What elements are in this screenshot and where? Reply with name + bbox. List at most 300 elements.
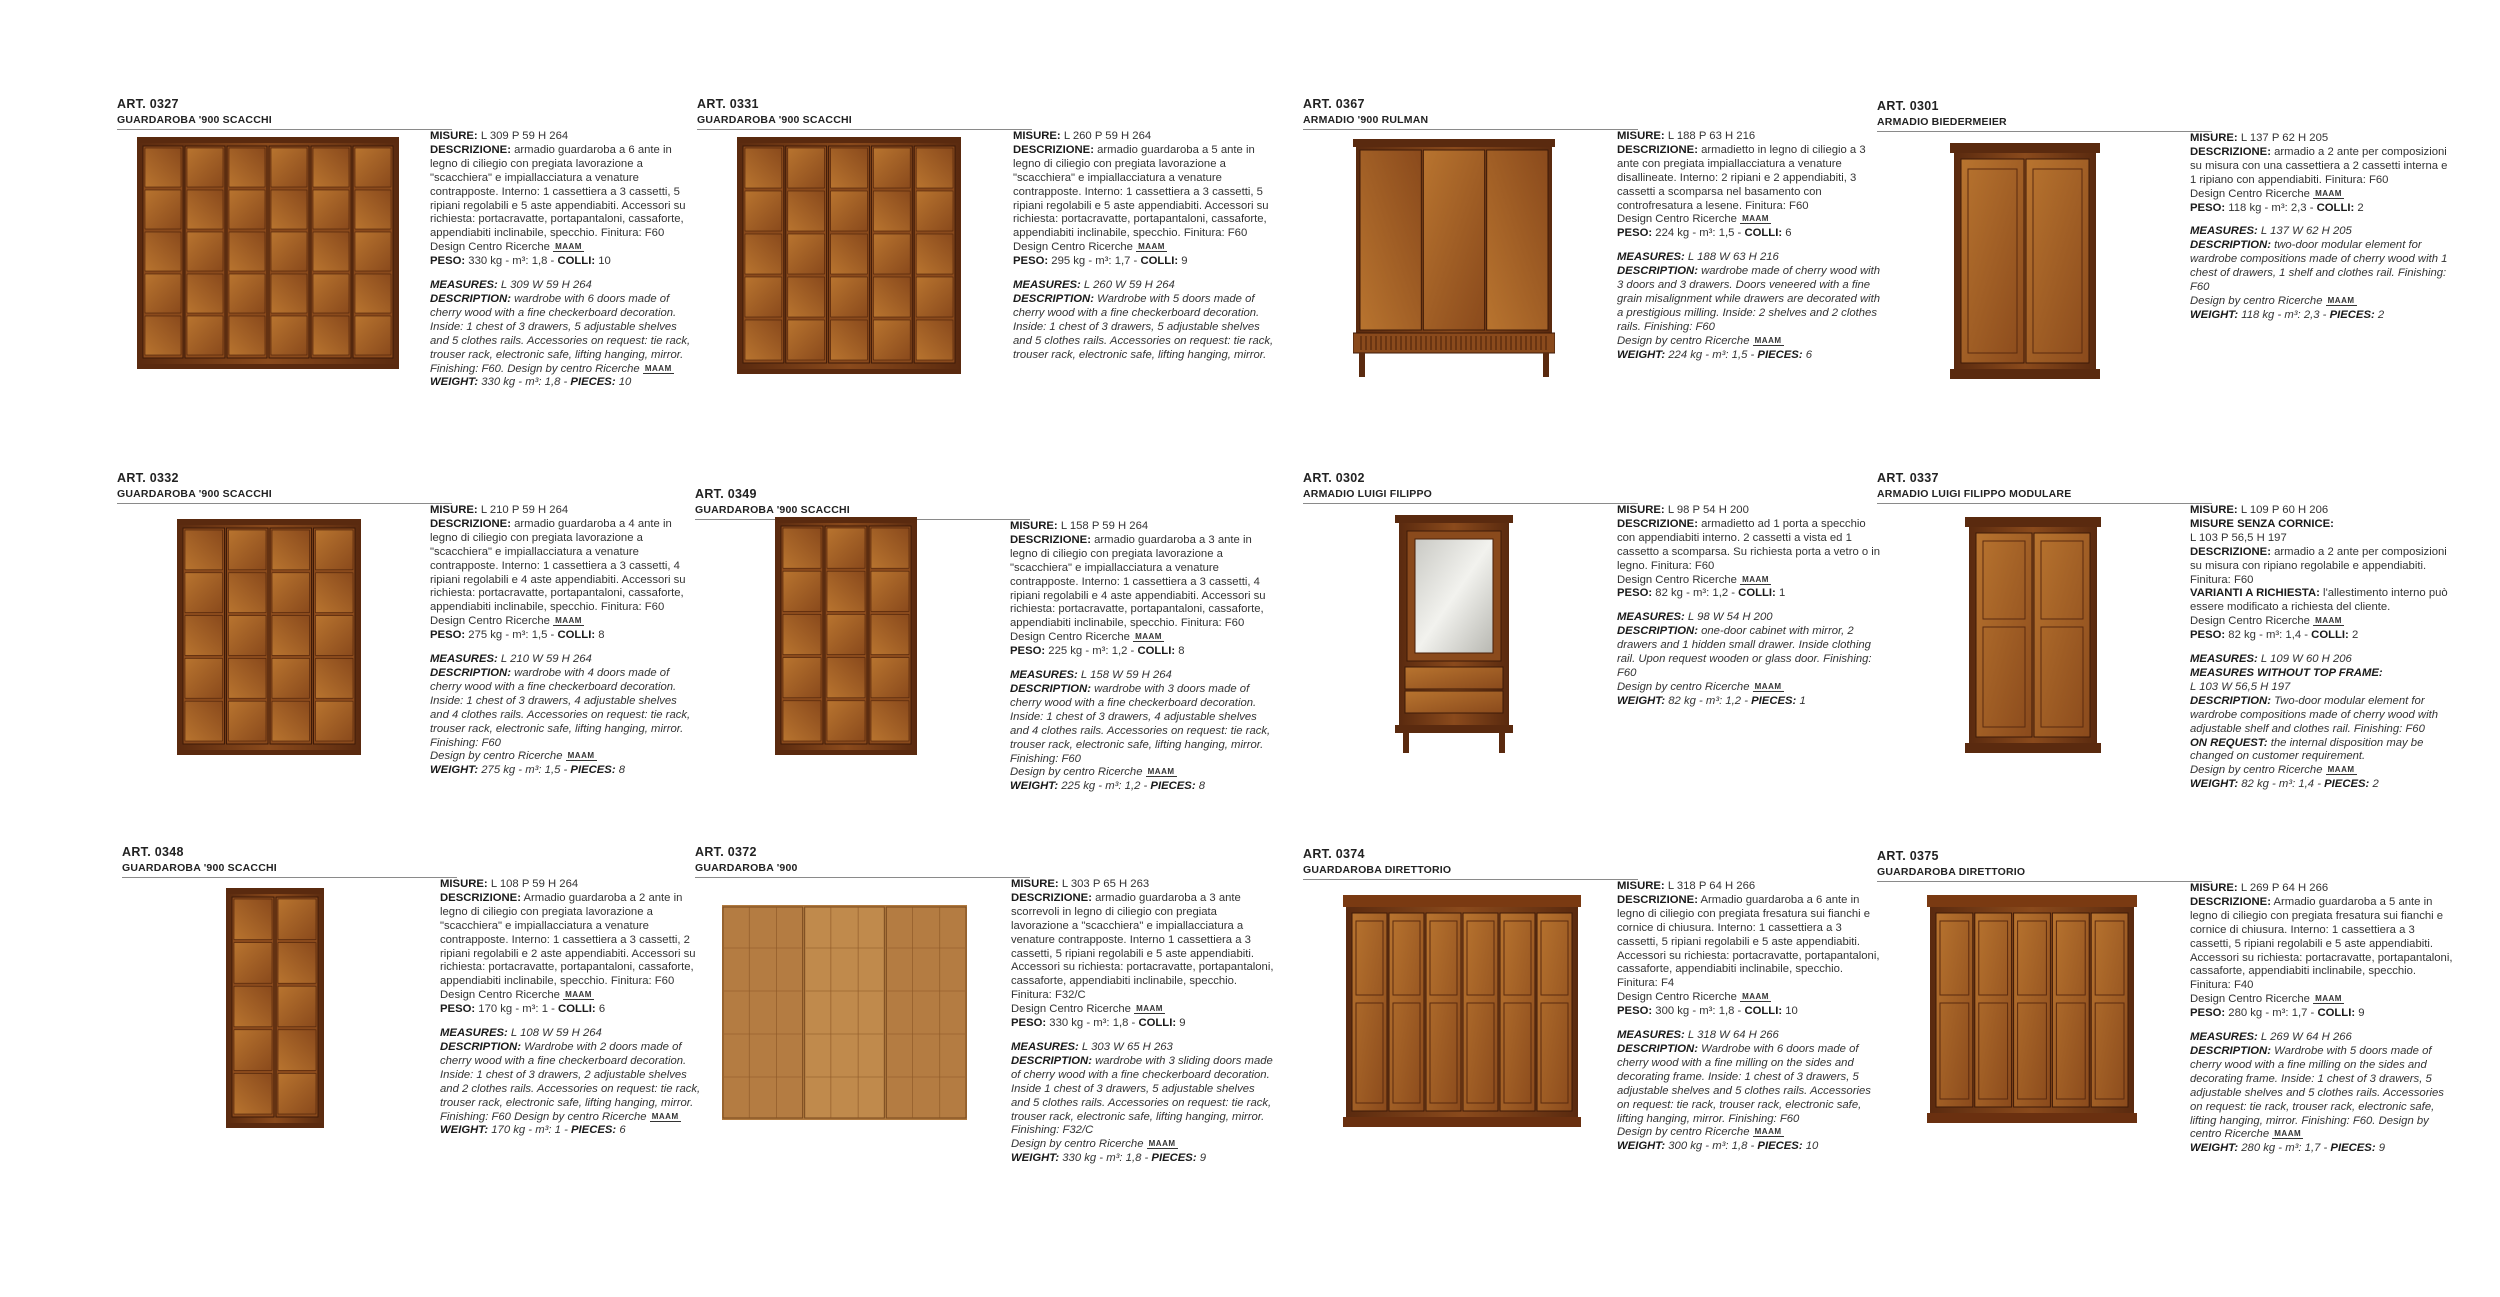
sliding-door — [805, 907, 885, 1118]
wardrobe-image — [775, 517, 917, 755]
spec-line-it — [430, 518, 695, 615]
checker-panel — [827, 571, 865, 611]
spec-line-en — [2190, 225, 2455, 239]
checker-panel — [871, 528, 909, 568]
drawer — [1405, 691, 1503, 713]
checker-panel — [187, 148, 223, 187]
article-name: GUARDAROBA '900 SCACCHI — [695, 504, 850, 516]
spec-value: Design Centro Ricerche — [430, 241, 550, 254]
wardrobe-image — [1353, 139, 1555, 377]
wardrobe-photo — [722, 905, 967, 1120]
article-number: ART. 0327 — [117, 97, 179, 111]
plinth — [1965, 743, 2101, 753]
spec-value: 280 kg - m³: 1,7 - — [2238, 1142, 2331, 1155]
spec-key: MEASURES: — [1011, 1040, 1079, 1053]
spec-value: L 309 P 59 H 264 — [477, 130, 569, 142]
spec-key: DESCRIZIONE: — [2190, 145, 2271, 158]
specs — [1010, 520, 1275, 794]
article-number: ART. 0375 — [1877, 849, 1939, 863]
spec-line-it — [2190, 1007, 2455, 1021]
spec-line-it — [1013, 241, 1278, 255]
checker-panel — [916, 277, 953, 317]
article-number: ART. 0372 — [695, 845, 757, 859]
spec-key: DESCRIPTION: — [1010, 682, 1091, 695]
divider — [1877, 881, 2212, 882]
product-card-0372 — [695, 845, 1285, 1180]
spec-value: wardrobe with 6 doors made of cherry wood with a fine checkerboard decoration. Inside: 1 chest of 3 drawers, 5 adjustable shelves and 5 clothes rails. Accessories on request: tie rack, trouser rack, electronic safe, lifting hanging, mirror. Finishing: F60. Design by centro Ricerche — [430, 292, 691, 375]
spec-key: MEASURES: — [2190, 653, 2258, 666]
leg — [1359, 353, 1365, 377]
article-name: GUARDAROBA '900 SCACCHI — [122, 862, 277, 874]
checker-panel — [234, 1030, 272, 1071]
spec-line-en — [2190, 737, 2455, 765]
spec-value: L 210 P 59 H 264 — [477, 504, 569, 516]
checker-panel — [272, 530, 310, 570]
spec-key: MEASURES: — [440, 1027, 508, 1040]
spec-key: PIECES: — [2324, 778, 2370, 791]
spec-value: L 158 W 59 H 264 — [1077, 669, 1172, 682]
checker-panel — [745, 148, 782, 188]
spec-key: MISURE: — [1010, 520, 1058, 532]
checker-panel — [313, 274, 349, 313]
article-name: ARMADIO LUIGI FILIPPO MODULARE — [1877, 488, 2072, 500]
wardrobe-image — [137, 137, 399, 369]
spec-value: Design Centro Ricerche — [430, 615, 550, 628]
spec-line-en — [1617, 349, 1882, 363]
specs — [1011, 878, 1276, 1166]
door — [1936, 913, 1973, 1107]
checker-panel — [788, 148, 825, 188]
leg — [1543, 353, 1549, 377]
spec-line-en — [2190, 1142, 2455, 1156]
wardrobe-image — [722, 905, 967, 1120]
spec-value: L 269 W 64 H 266 — [2257, 1031, 2352, 1044]
wardrobe-image — [177, 519, 361, 755]
door — [2014, 913, 2051, 1107]
spacer — [2190, 1021, 2455, 1031]
spec-value: 82 kg - m³: 1,4 - — [2225, 629, 2312, 642]
checker-panel — [783, 614, 821, 654]
spec-value: wardrobe with 4 doors made of cherry wood with a fine checkerboard decoration. Inside: 1 chest of 3 drawers, 4 adjustable shelves and 4 clothes rails. Accessories on request: tie rack, trouser rack, electronic safe, lifting hanging, mirror. Finishing: F60 — [430, 666, 691, 749]
checker-panel — [185, 701, 223, 741]
article-number: ART. 0349 — [695, 487, 757, 501]
spec-value: Design by centro Ricerche — [1617, 334, 1750, 347]
spec-value: 330 kg - m³: 1,8 - — [478, 376, 571, 389]
checker-panel — [745, 320, 782, 360]
base-drawers — [1353, 333, 1555, 353]
spec-key: PESO: — [2190, 201, 2226, 214]
spec-value: 1 — [1796, 694, 1806, 707]
spec-value: Design Centro Ricerche — [2190, 993, 2310, 1006]
article-number: ART. 0332 — [117, 471, 179, 485]
specs — [1617, 504, 1882, 709]
spec-line-en — [1617, 695, 1882, 709]
plinth — [737, 369, 961, 374]
spec-line-it — [2190, 993, 2455, 1007]
door — [1500, 913, 1535, 1111]
spec-key: MEASURES: — [1013, 279, 1081, 292]
spec-line-en — [430, 293, 695, 376]
spec-line-it — [1617, 227, 1882, 241]
checker-panel — [831, 320, 868, 360]
spec-line-it — [1013, 144, 1278, 241]
checker-panel — [278, 943, 316, 984]
checker-panel — [145, 148, 181, 187]
spec-value: 9 — [1176, 1017, 1186, 1030]
spec-value: L 260 P 59 H 264 — [1060, 130, 1152, 142]
checker-panel — [783, 571, 821, 611]
spec-value: 82 kg - m³: 1,4 - — [2238, 778, 2325, 791]
checker-panel — [827, 614, 865, 654]
spec-key: DESCRIZIONE: — [1013, 143, 1094, 156]
spec-line-it — [2190, 532, 2455, 546]
spec-value: Design Centro Ricerche — [440, 989, 560, 1002]
spec-key: MISURE SENZA CORNICE: — [2190, 517, 2334, 530]
spec-line-it — [430, 504, 695, 518]
checker-panel — [145, 232, 181, 271]
spec-line-it — [2190, 629, 2455, 643]
spec-value: 330 kg - m³: 1,8 - — [1046, 1017, 1139, 1030]
checker-panel — [271, 232, 307, 271]
specs — [2190, 882, 2455, 1156]
leg — [1403, 733, 1409, 753]
spacer — [1011, 1031, 1276, 1041]
plinth — [775, 750, 917, 755]
spec-value: 300 kg - m³: 1,8 - — [1665, 1140, 1758, 1153]
checker-panel — [313, 148, 349, 187]
spec-value: Design by centro Ricerche — [1010, 766, 1143, 779]
spec-value: 8 — [1195, 780, 1206, 793]
checker-panel — [316, 616, 354, 656]
checker-panel — [234, 986, 272, 1027]
brand-logo: MAAM — [2327, 295, 2355, 305]
checker-panel — [229, 701, 267, 741]
spec-line-en — [440, 1041, 705, 1124]
wardrobe-image — [1950, 143, 2100, 379]
spec-line-it — [1011, 892, 1276, 1003]
spec-key: PESO: — [440, 1003, 476, 1016]
spec-value: L 303 W 65 H 263 — [1078, 1040, 1173, 1053]
spec-key: DESCRIZIONE: — [2190, 895, 2271, 908]
spec-key: PIECES: — [2329, 308, 2375, 321]
checker-panel — [871, 658, 909, 698]
product-card-0367 — [1303, 97, 1893, 432]
spec-key: PIECES: — [1150, 780, 1196, 793]
checker-panel — [229, 616, 267, 656]
specs — [430, 130, 695, 390]
product-card-0327 — [117, 97, 707, 432]
spec-line-en — [1010, 780, 1275, 794]
spec-line-en — [430, 667, 695, 750]
brand-logo: MAAM — [2274, 1129, 2302, 1139]
door — [1976, 533, 2032, 737]
checker-panel — [745, 277, 782, 317]
brand-logo: MAAM — [2327, 765, 2355, 775]
article-number: ART. 0337 — [1877, 471, 1939, 485]
door — [1975, 913, 2012, 1107]
spec-line-it — [1011, 1017, 1276, 1031]
checker-panel — [355, 274, 391, 313]
spec-key: MISURE: — [430, 504, 478, 516]
spec-key: DESCRIPTION: — [440, 1040, 521, 1053]
spec-key: DESCRIPTION: — [1617, 1042, 1698, 1055]
spec-value: L 109 W 60 H 206 — [2257, 653, 2352, 666]
article-name: ARMADIO '900 RULMAN — [1303, 114, 1429, 126]
spec-value: armadio a 2 ante per composizioni su misura con ripiano regolabile e appendiabiti. Finitura: F60 — [2190, 545, 2447, 586]
spec-line-en — [1617, 1140, 1882, 1154]
brand-logo: MAAM — [2315, 188, 2342, 198]
spec-line-en — [2190, 695, 2455, 737]
spec-value: 9 — [2375, 1142, 2386, 1155]
cornice — [737, 137, 961, 143]
spec-line-it — [430, 615, 695, 629]
spec-key: COLLI: — [1140, 255, 1179, 268]
spec-line-it — [1617, 518, 1882, 574]
spec-value: armadio a 2 ante per composizioni su misura con una cassettiera a 2 cassetti interna e 1 ripiano con appendiabiti. Finitura: F60 — [2190, 145, 2448, 186]
spec-value: Design Centro Ricerche — [1617, 991, 1737, 1004]
checker-panel — [229, 190, 265, 229]
spec-line-en — [430, 750, 695, 764]
checker-panel — [831, 191, 868, 231]
spec-key: DESCRIPTION: — [2190, 1044, 2271, 1057]
divider — [695, 877, 1030, 878]
spec-key: WEIGHT: — [2190, 308, 2239, 321]
spec-key: PESO: — [1010, 645, 1046, 658]
spec-line-it — [1011, 878, 1276, 892]
spec-key: COLLI: — [2311, 629, 2349, 642]
spec-key: DESCRIPTION: — [1617, 265, 1698, 278]
checker-panel — [871, 571, 909, 611]
checker-panel — [313, 232, 349, 271]
door — [1352, 913, 1387, 1111]
checker-panel — [831, 234, 868, 274]
spec-value: 330 kg - m³: 1,8 - — [465, 255, 558, 268]
spec-line-en — [1013, 293, 1278, 363]
checker-panel — [145, 190, 181, 229]
spec-key: COLLI: — [557, 255, 596, 268]
spec-value: L 108 W 59 H 264 — [507, 1027, 602, 1040]
spec-line-en — [2190, 1045, 2455, 1142]
spec-value: 10 — [595, 255, 611, 268]
spec-key: MEASURES: — [430, 653, 498, 666]
spec-line-it — [440, 989, 705, 1003]
wardrobe-photo — [177, 519, 361, 755]
spec-key: PESO: — [1013, 255, 1049, 268]
plinth — [1927, 1113, 2137, 1123]
spec-line-it — [1011, 1003, 1276, 1017]
spec-line-it — [430, 255, 695, 269]
spec-value: 300 kg - m³: 1,8 - — [1652, 1005, 1745, 1018]
spec-line-it — [2190, 518, 2455, 532]
spec-value: Design Centro Ricerche — [1013, 241, 1133, 254]
cornice — [1353, 139, 1555, 147]
spec-line-en — [1617, 265, 1882, 335]
product-card-0302 — [1303, 471, 1893, 806]
door — [1961, 159, 2024, 363]
spec-value: 275 kg - m³: 1,5 - — [478, 764, 571, 777]
spec-key: MISURE: — [430, 130, 478, 142]
checker-panel — [316, 530, 354, 570]
spec-key: MISURE: — [440, 878, 488, 890]
door — [1487, 150, 1548, 330]
spec-value: L 318 W 64 H 266 — [1684, 1029, 1779, 1042]
spec-key: PIECES: — [570, 764, 616, 777]
product-card-0301 — [1877, 99, 2467, 434]
checker-panel — [827, 658, 865, 698]
spec-key: PESO: — [2190, 629, 2226, 642]
spec-value: armadio guardaroba a 5 ante in legno di ciliegio con pregiata lavorazione a "scacchiera" e impiallacciatura a venature contrapposte. Interno: 1 cassettiera a 3 cassetti, 5 ripiani regolabili e 5 aste appendiabiti. Accessori su richiesta: portacravatte, portapantaloni, cassaforte, appendiabiti inclinabile, specchio. Finitura: F60 — [1013, 143, 1269, 240]
spec-key: PESO: — [1011, 1017, 1047, 1030]
spec-line-it — [1617, 130, 1882, 144]
checker-panel — [355, 316, 391, 355]
spec-line-it — [1013, 130, 1278, 144]
spec-line-en — [430, 279, 695, 293]
spec-key: COLLI: — [2316, 201, 2355, 214]
spec-value: one-door cabinet with mirror, 2 drawers and 1 hidden small drawer. Inside clothing rail. Upon request wooden or glass door. Finishing: F60 — [1617, 625, 1872, 679]
spec-line-en — [1013, 279, 1278, 293]
spec-key: PIECES: — [1151, 1152, 1197, 1165]
brand-logo: MAAM — [1742, 992, 1769, 1002]
product-card-0337 — [1877, 471, 2467, 806]
checker-panel — [229, 274, 265, 313]
spec-value: 10 — [1782, 1005, 1798, 1018]
spec-value: 118 kg - m³: 2,3 - — [2238, 308, 2330, 321]
checker-panel — [278, 1073, 316, 1114]
brand-logo: MAAM — [644, 363, 672, 373]
spec-value: L 98 W 54 H 200 — [1684, 611, 1773, 624]
checker-panel — [355, 148, 391, 187]
checker-panel — [313, 190, 349, 229]
spec-key: MEASURES: — [430, 279, 498, 292]
spec-value: Wardrobe with 6 doors made of cherry wood with a fine milling on the sides and decorating frame. Inside: 1 chest of 3 drawers, 5 adjustable shelves and 5 clothes rails. Accessories on request: tie rack, trouser rack, electronic safe, lifting hanging, mirror. Finishing: F60 — [1617, 1042, 1871, 1125]
spacer — [1617, 601, 1882, 611]
wardrobe-photo — [1950, 143, 2100, 379]
article-number: ART. 0302 — [1303, 471, 1365, 485]
checker-panel — [788, 234, 825, 274]
cornice — [775, 517, 917, 523]
spec-key: DESCRIPTION: — [1617, 625, 1698, 638]
plinth — [177, 750, 361, 755]
article-number: ART. 0348 — [122, 845, 184, 859]
divider — [117, 503, 452, 504]
checker-panel — [831, 277, 868, 317]
wardrobe-photo — [1927, 895, 2137, 1123]
spacer — [1010, 659, 1275, 669]
checker-panel — [271, 274, 307, 313]
spec-line-en — [2190, 764, 2455, 778]
spec-value: 170 kg - m³: 1 - — [475, 1003, 559, 1016]
spec-value: L 269 P 64 H 266 — [2237, 882, 2329, 894]
spec-value: 2 — [2374, 308, 2385, 321]
checker-panel — [229, 658, 267, 698]
spec-line-it — [1617, 144, 1882, 214]
spec-value: 2 — [2354, 201, 2364, 214]
spec-value: 224 kg - m³: 1,5 - — [1652, 227, 1745, 240]
spec-value: Design Centro Ricerche — [1617, 573, 1737, 586]
spec-line-it — [1617, 880, 1882, 894]
spec-key: ON REQUEST: — [2190, 736, 2268, 749]
spec-key: COLLI: — [558, 1003, 596, 1016]
spec-key: PIECES: — [1757, 1140, 1803, 1153]
checker-panel — [187, 232, 223, 271]
spec-value: 8 — [595, 629, 605, 642]
spec-value: wardrobe made of cherry wood with 3 doors and 3 drawers. Doors veneered with a fine grain misalignment while drawers are decorated with a prestigious milling. Inside: 2 shelves and 2 clothes rails. Finishing: F60 — [1617, 265, 1881, 333]
door — [2052, 913, 2089, 1107]
specs — [430, 504, 695, 778]
checker-panel — [871, 701, 909, 741]
spec-value: 10 — [1802, 1140, 1819, 1153]
door — [2034, 533, 2090, 737]
spec-key: MEASURES: — [2190, 225, 2258, 238]
brand-logo: MAAM — [1742, 574, 1769, 584]
spec-value: 8 — [1175, 645, 1185, 658]
checker-panel — [873, 277, 910, 317]
spec-line-en — [2190, 653, 2455, 667]
spec-value: L 210 W 59 H 264 — [497, 653, 592, 666]
spec-key: DESCRIPTION: — [1011, 1054, 1092, 1067]
checker-panel — [145, 316, 181, 355]
spec-value: Wardrobe with 2 doors made of cherry wood with a fine checkerboard decoration. Inside: 1 chest of 3 drawers, 2 adjustable shelves and 2 clothes rails. Accessories on request: tie rack, trouser rack, electronic safe, lifting hanging, mirror. Finishing: F60 Design by centro Ricerche — [440, 1040, 701, 1123]
spec-value: L 158 P 59 H 264 — [1057, 520, 1149, 532]
article-name: ARMADIO BIEDERMEIER — [1877, 116, 2007, 128]
wardrobe-photo — [737, 137, 961, 374]
spec-key: WEIGHT: — [1617, 348, 1666, 361]
spec-value: L 103 P 56,5 H 197 — [2190, 531, 2287, 544]
brand-logo: MAAM — [1148, 1139, 1176, 1149]
spec-value: two-door modular element for wardrobe compositions made of cherry wood with 1 chest of drawers, 1 shelf and clothes rail. Finishing: F60 — [2190, 239, 2448, 294]
divider — [697, 129, 1032, 130]
checker-panel — [229, 530, 267, 570]
spec-line-it — [2190, 615, 2455, 629]
checker-panel — [916, 148, 953, 188]
spec-key: WEIGHT: — [1011, 1152, 1060, 1165]
product-card-0331 — [697, 97, 1287, 432]
spec-value: 330 kg - m³: 1,8 - — [1059, 1152, 1152, 1165]
spec-key: COLLI: — [1137, 645, 1176, 658]
spec-key: DESCRIPTION: — [1013, 292, 1094, 305]
article-name: GUARDAROBA '900 SCACCHI — [117, 114, 272, 126]
spec-value: Design by centro Ricerche — [2190, 764, 2323, 777]
spec-key: MEASURES: — [1617, 251, 1685, 264]
spec-line-it — [1013, 255, 1278, 269]
divider — [1303, 879, 1638, 880]
spec-line-en — [2190, 1031, 2455, 1045]
checker-panel — [316, 573, 354, 613]
divider — [1877, 503, 2212, 504]
spec-value: 118 kg - m³: 2,3 - — [2225, 201, 2317, 214]
checker-panel — [745, 234, 782, 274]
spec-key: DESCRIZIONE: — [430, 143, 511, 156]
spec-key: PIECES: — [570, 376, 616, 389]
spec-key: DESCRIZIONE: — [430, 517, 511, 530]
spec-key: DESCRIPTION: — [430, 292, 511, 305]
spec-key: DESCRIZIONE: — [1617, 517, 1698, 530]
spec-value: 224 kg - m³: 1,5 - — [1665, 348, 1758, 361]
spacer — [1617, 241, 1882, 251]
spec-value: armadietto in legno di ciliegio a 3 ante con pregiata impiallacciatura a venature disallineate. Interno: 2 ripiani e 2 appendiabiti, 3 cassetti a scomparsa nel basamento con controfresatura a lesene. Finitura: F60 — [1617, 143, 1866, 212]
checker-panel — [783, 528, 821, 568]
spec-value: 82 kg - m³: 1,2 - — [1665, 694, 1752, 707]
spacer — [1617, 1019, 1882, 1029]
checker-panel — [187, 190, 223, 229]
article-name: GUARDAROBA '900 SCACCHI — [117, 488, 272, 500]
plinth — [1950, 369, 2100, 379]
spec-value: Two-door modular element for wardrobe compositions made of cherry wood with adjustable shelf and clothes rail. Finishing: F60 — [2190, 694, 2439, 735]
checker-panel — [229, 232, 265, 271]
spec-line-it — [1617, 991, 1882, 1005]
product-card-0348 — [122, 845, 712, 1180]
divider — [117, 129, 452, 130]
